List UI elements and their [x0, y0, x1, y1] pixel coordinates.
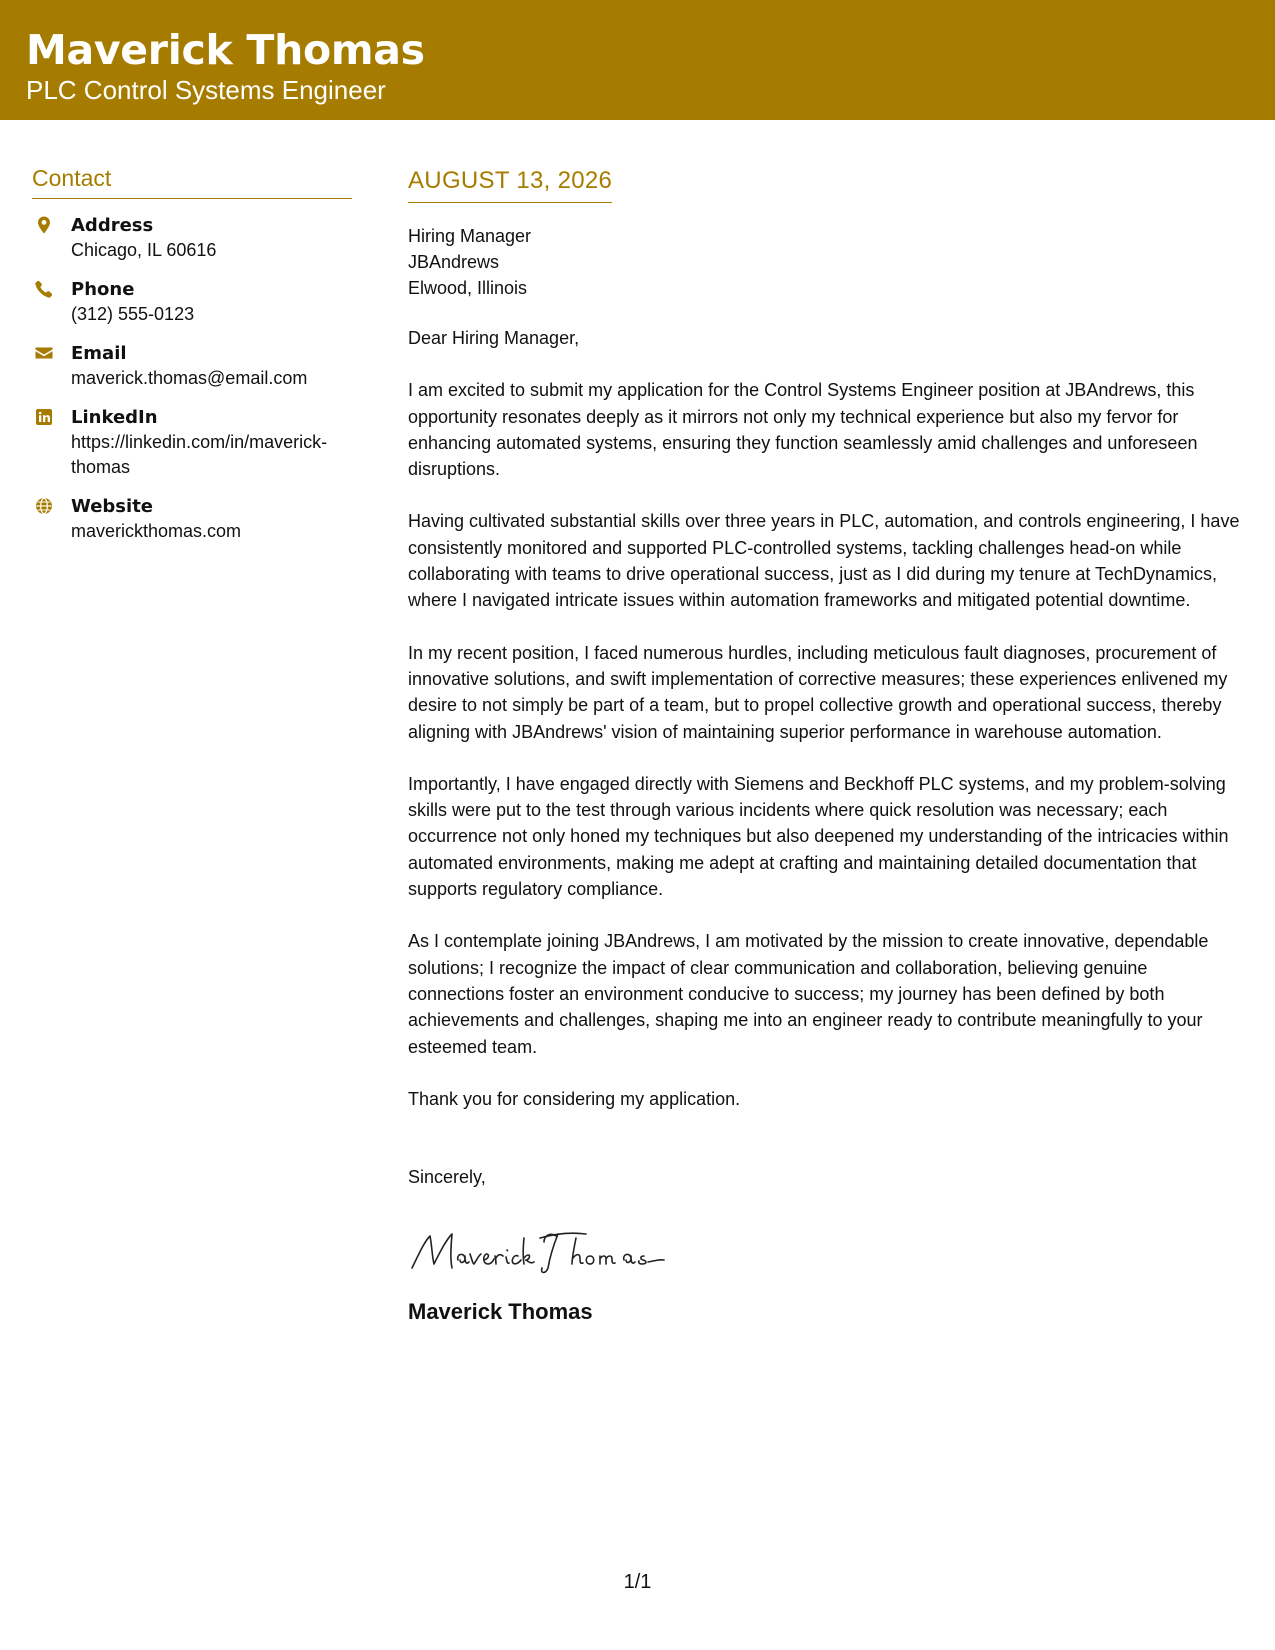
- contact-value: maverick.thomas@email.com: [71, 368, 308, 388]
- contact-label: Phone: [71, 279, 135, 300]
- contact-item-website: [32, 494, 352, 544]
- paragraph: In my recent position, I faced numerous hurdles, including meticulous fault diagnoses, procurement of innovative solutions, and swift implementation of corrective measures; these experiences enlivened my desire to not simply be part of a team, but to propel collective growth and operational success, thereby aligning with JBAndrews' vision of maintaining superior performance in warehouse automation.: [408, 642, 1228, 742]
- applicant-name: Maverick Thomas: [26, 26, 425, 74]
- salutation: Dear Hiring Manager,: [408, 328, 580, 348]
- letter-date: AUGUST 13, 2026: [408, 166, 612, 203]
- paragraph: I am excited to submit my application for the Control Systems Engineer position at JBAndrews, this opportunity resonates deeply as it mirrors not only my technical experience but also my fervor for enhancing automated systems, ensuring they function seamlessly amid challenges and unforeseen disruptions.: [408, 380, 1198, 480]
- handwritten-signature: [408, 1216, 1248, 1286]
- page-number: 1/1: [623, 1571, 652, 1593]
- paragraph: Thank you for considering my application.: [408, 1088, 741, 1109]
- contact-item-email: [32, 341, 352, 391]
- letter-paragraphs: [408, 377, 1248, 1112]
- contact-value: maverickthomas.com: [71, 521, 242, 541]
- signature-image: [408, 1216, 688, 1286]
- contact-value: Chicago, IL 60616: [71, 240, 217, 260]
- recipient-block: [408, 223, 1248, 301]
- envelope-icon: [34, 343, 54, 363]
- linkedin-icon: [34, 407, 54, 427]
- closing: Sincerely,: [408, 1167, 486, 1188]
- contact-list: [32, 213, 352, 544]
- contact-label: Address: [71, 215, 154, 236]
- contact-item-linkedin: [32, 405, 352, 480]
- recipient-title: Hiring Manager: [408, 226, 532, 246]
- paragraph: Importantly, I have engaged directly with Siemens and Beckhoff PLC systems, and my problem-solving skills were put to the test through various incidents where quick resolution was necessary; each occurrence not only honed my techniques but also deepened my understanding of the intricacies within automated environments, making me adept at crafting and maintaining detailed documentation that supports regulatory compliance.: [408, 773, 1229, 900]
- contact-value: (312) 555-0123: [71, 304, 195, 324]
- globe-icon: [34, 496, 54, 516]
- recipient-company: JBAndrews: [408, 252, 500, 272]
- contact-label: Website: [71, 496, 154, 517]
- contact-label: Email: [71, 343, 127, 364]
- contact-item-address: [32, 213, 352, 263]
- sidebar: [32, 164, 352, 558]
- contact-label: LinkedIn: [71, 407, 158, 428]
- contact-value: https://linkedin.com/in/maverick-thomas: [71, 432, 328, 477]
- letter-body: [408, 166, 1248, 1326]
- signer-name: Maverick Thomas: [408, 1299, 593, 1325]
- paragraph: Having cultivated substantial skills over three years in PLC, automation, and controls engineering, I have consistently monitored and supported PLC-controlled systems, tackling challenges head-on while collaborating with teams to drive operational success, just as I did during my tenure at TechDynamics, where I navigated intricate issues within automation frameworks and mitigated potential downtime.: [408, 511, 1240, 611]
- map-pin-icon: [34, 215, 54, 235]
- contact-item-phone: [32, 277, 352, 327]
- header-banner: [0, 0, 1275, 120]
- paragraph: As I contemplate joining JBAndrews, I am motivated by the mission to create innovative, dependable solutions; I recognize the impact of clear communication and collaboration, believing genuine connections foster an environment conducive to success; my journey has been defined by both achievements and challenges, shaping me into an engineer ready to contribute meaningfully to your esteemed team.: [408, 931, 1209, 1057]
- recipient-location: Elwood, Illinois: [408, 278, 528, 298]
- contact-section-title: Contact: [32, 164, 352, 199]
- applicant-role: PLC Control Systems Engineer: [26, 75, 386, 105]
- phone-icon: [34, 279, 54, 299]
